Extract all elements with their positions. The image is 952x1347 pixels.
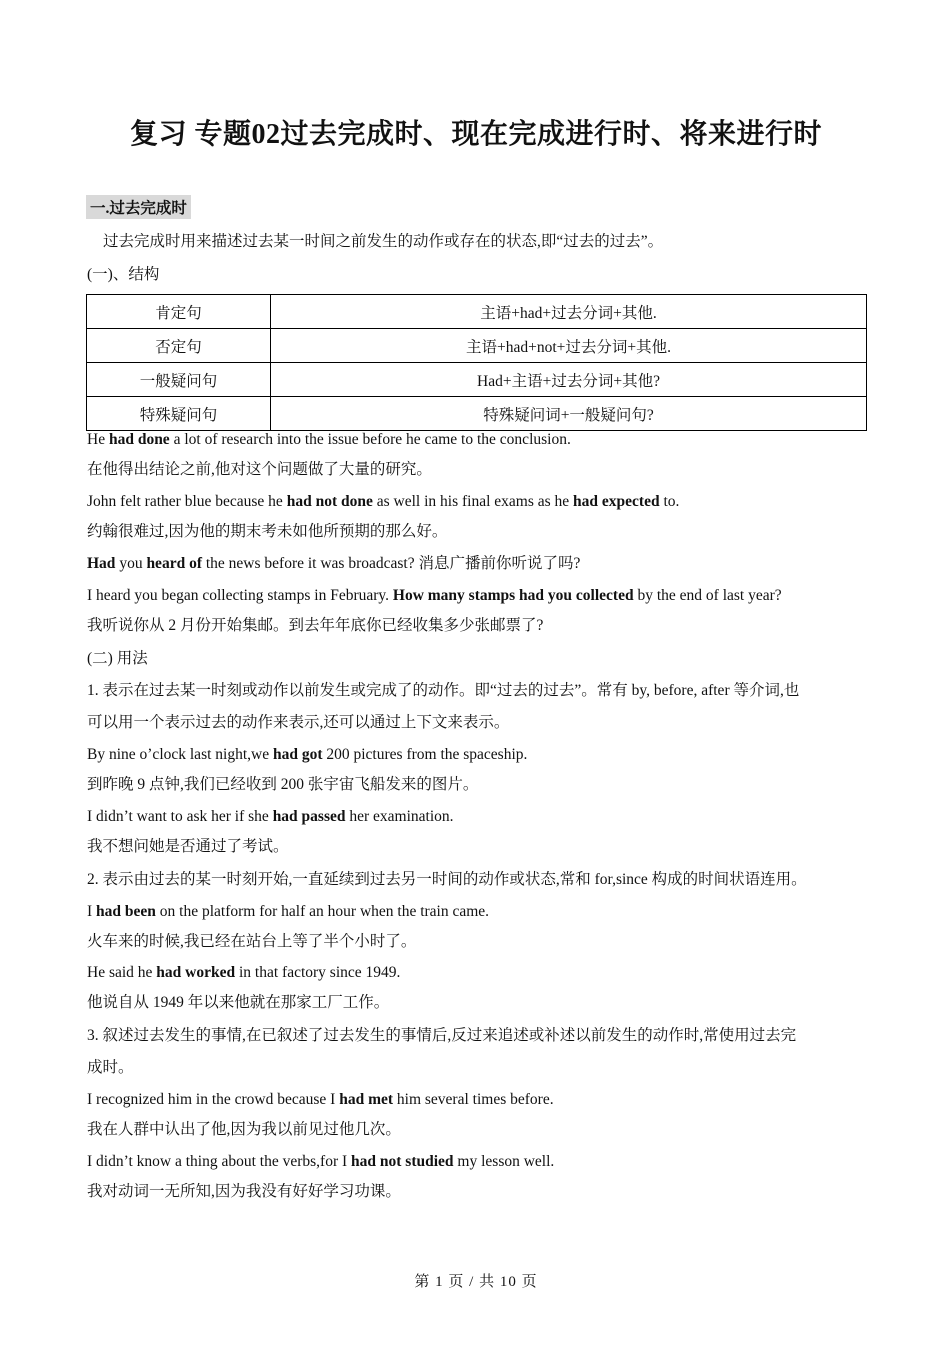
page-footer: 第 1 页 / 共 10 页 bbox=[414, 1274, 538, 1290]
sentence-form-cell: Had+主语+过去分词+其他? bbox=[271, 363, 867, 397]
example-sentence bbox=[87, 1090, 554, 1110]
usage-rule-3: 3. 叙述过去发生的事情,在已叙述了过去发生的事情后,反过来追述或补述以前发生的动作时,常使用过去完 bbox=[87, 1027, 797, 1044]
example-translation: 我听说你从 2 月份开始集邮。到去年年底你已经收集多少张邮票了? bbox=[87, 617, 544, 634]
sentence-type-cell: 肯定句 bbox=[87, 295, 271, 329]
bold-verb: had got bbox=[272, 746, 323, 763]
example-sentence bbox=[87, 745, 527, 765]
sentence-type-cell: 一般疑问句 bbox=[87, 363, 271, 397]
table-row bbox=[87, 329, 867, 363]
structure-table bbox=[86, 294, 867, 431]
text-span: in that factory since 1949. bbox=[235, 964, 401, 981]
example-sentence bbox=[87, 430, 571, 450]
sentence-form-cell: 主语+had+过去分词+其他. bbox=[271, 295, 867, 329]
text-span: you bbox=[115, 555, 147, 572]
example-sentence bbox=[87, 554, 580, 574]
example-translation: 火车来的时候,我已经在站台上等了半个小时了。 bbox=[87, 933, 417, 950]
usage-rule-1: 1. 表示在过去某一时刻或动作以前发生或完成了的动作。即“过去的过去”。常有 by, before, after 等介词,也 bbox=[87, 682, 800, 699]
example-translation: 他说自从 1949 年以来他就在那家工厂工作。 bbox=[87, 994, 390, 1011]
text-span: my lesson well. bbox=[453, 1153, 555, 1170]
text-span: him several times before. bbox=[393, 1091, 554, 1108]
bold-verb: had not done bbox=[286, 493, 373, 510]
bold-verb: had expected bbox=[573, 493, 660, 510]
example-sentence bbox=[87, 902, 489, 922]
table-row bbox=[87, 295, 867, 329]
text-span: John felt rather blue because he bbox=[87, 493, 287, 510]
section-heading-past-perfect: 一.过去完成时 bbox=[86, 195, 191, 219]
text-span: He bbox=[87, 431, 109, 448]
bold-verb: had been bbox=[96, 903, 156, 920]
example-sentence bbox=[87, 963, 400, 983]
text-span: I bbox=[87, 903, 97, 920]
text-span: a lot of research into the issue before he came to the conclusion. bbox=[169, 431, 571, 448]
page-title: 复习 专题02过去完成时、现在完成进行时、将来进行时 bbox=[129, 119, 822, 150]
text-span: I heard you began collecting stamps in February. bbox=[87, 587, 393, 604]
text-span: I didn’t know a thing about the verbs,for I bbox=[87, 1153, 352, 1170]
text-span: by the end of last year? bbox=[633, 587, 782, 604]
example-sentence bbox=[87, 492, 679, 512]
text-span: 200 pictures from the spaceship. bbox=[322, 746, 528, 763]
section-intro: 过去完成时用来描述过去某一时间之前发生的动作或存在的状态,即“过去的过去”。 bbox=[103, 233, 664, 250]
example-sentence bbox=[87, 586, 782, 606]
example-translation: 我对动词一无所知,因为我没有好好学习功课。 bbox=[87, 1183, 401, 1200]
bold-verb: Had bbox=[87, 555, 116, 572]
text-span: to. bbox=[659, 493, 680, 510]
usage-label: (二) 用法 bbox=[87, 650, 148, 667]
usage-rule-3-cont: 成时。 bbox=[87, 1059, 134, 1076]
bold-verb: had not studied bbox=[351, 1153, 454, 1170]
bold-verb: How many stamps had you collected bbox=[392, 587, 634, 604]
bold-verb: heard of bbox=[146, 555, 202, 572]
sentence-type-cell: 特殊疑问句 bbox=[87, 397, 271, 431]
sentence-form-cell: 特殊疑问词+一般疑问句? bbox=[271, 397, 867, 431]
table-row bbox=[87, 397, 867, 431]
example-sentence bbox=[87, 807, 454, 827]
bold-verb: had worked bbox=[156, 964, 236, 981]
text-span: I didn’t want to ask her if she bbox=[87, 808, 273, 825]
usage-rule-2: 2. 表示由过去的某一时刻开始,一直延续到过去另一时间的动作或状态,常和 for,since 构成的时间状语连用。 bbox=[87, 871, 807, 888]
text-span: her examination. bbox=[345, 808, 454, 825]
text-span: as well in his final exams as he bbox=[372, 493, 574, 510]
sentence-type-cell: 否定句 bbox=[87, 329, 271, 363]
structure-label: (一)、结构 bbox=[87, 266, 160, 283]
text-span: the news before it was broadcast? 消息广播前你听说了吗? bbox=[201, 555, 581, 572]
text-span: on the platform for half an hour when the train came. bbox=[155, 903, 490, 920]
sentence-form-cell: 主语+had+not+过去分词+其他. bbox=[271, 329, 867, 363]
text-span: I recognized him in the crowd because I bbox=[87, 1091, 340, 1108]
example-translation: 我不想问她是否通过了考试。 bbox=[87, 838, 289, 855]
bold-verb: had passed bbox=[272, 808, 346, 825]
table-row bbox=[87, 363, 867, 397]
example-translation: 约翰很难过,因为他的期末考未如他所预期的那么好。 bbox=[87, 523, 448, 540]
example-translation: 我在人群中认出了他,因为我以前见过他几次。 bbox=[87, 1121, 401, 1138]
usage-rule-1-cont: 可以用一个表示过去的动作来表示,还可以通过上下文来表示。 bbox=[87, 714, 510, 731]
text-span: By nine o’clock last night,we bbox=[87, 746, 273, 763]
text-span: He said he bbox=[87, 964, 157, 981]
example-translation: 到昨晚 9 点钟,我们已经收到 200 张宇宙飞船发来的图片。 bbox=[87, 776, 479, 793]
example-sentence bbox=[87, 1152, 554, 1172]
example-translation: 在他得出结论之前,他对这个问题做了大量的研究。 bbox=[87, 461, 432, 478]
bold-verb: had done bbox=[108, 431, 170, 448]
bold-verb: had met bbox=[339, 1091, 394, 1108]
